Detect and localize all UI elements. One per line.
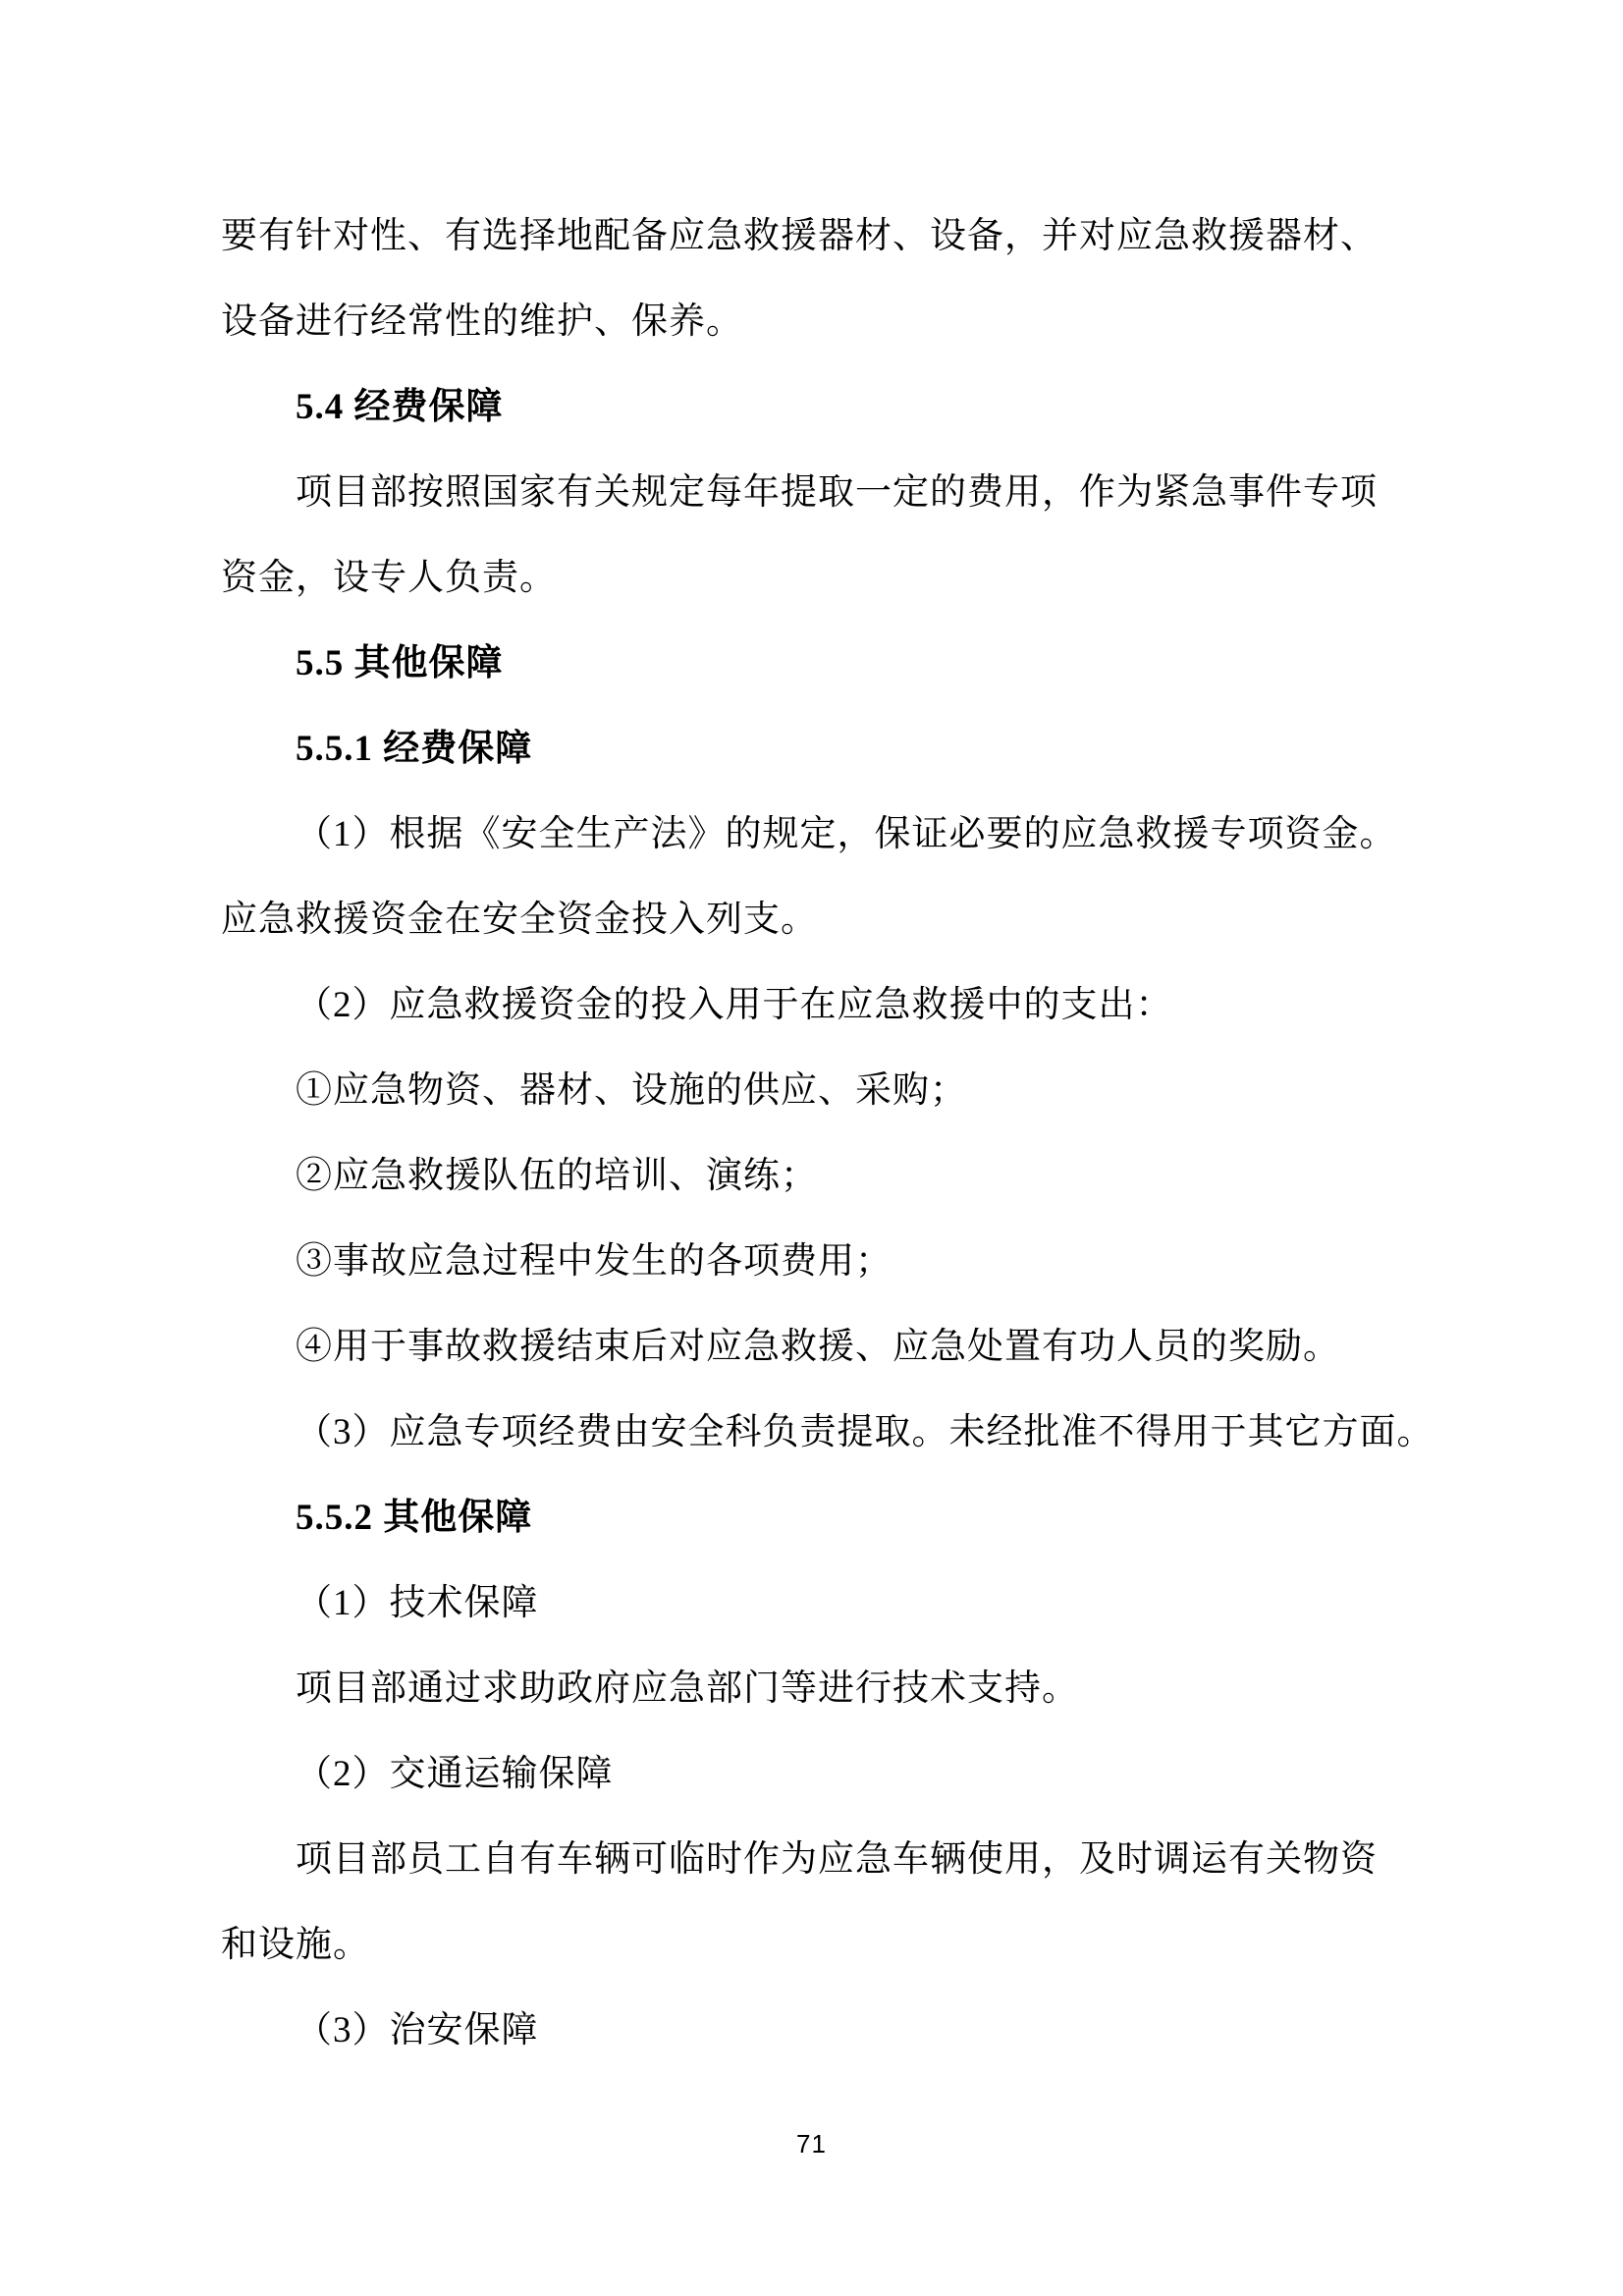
paragraph-line: 项目部员工自有车辆可临时作为应急车辆使用，及时调运有关物资 — [296, 1839, 1378, 1880]
paragraph-line: 项目部通过求助政府应急部门等进行技术支持。 — [296, 1668, 1079, 1709]
paragraph-line: （2）应急救援资金的投入用于在应急救援中的支出： — [296, 985, 1173, 1025]
paragraph-line: （1）根据《安全生产法》的规定，保证必要的应急救援专项资金。 — [296, 814, 1397, 854]
list-item-circled-4: ④用于事故救援结束后对应急救援、应急处置有功人员的奖励。 — [296, 1327, 1340, 1367]
paragraph-line: （3）应急专项经费由安全科负责提取。未经批准不得用于其它方面。 — [296, 1412, 1434, 1452]
section-heading-5-5-2: 5.5.2 其他保障 — [296, 1498, 533, 1538]
page-body — [221, 193, 1505, 2073]
paragraph-line: 项目部按照国家有关规定每年提取一定的费用，作为紧急事件专项 — [296, 472, 1378, 513]
section-heading-5-4: 5.4 经费保障 — [296, 387, 504, 427]
list-item-circled-1: ①应急物资、器材、设施的供应、采购； — [296, 1070, 967, 1111]
list-item-circled-2: ②应急救援队伍的培训、演练； — [296, 1156, 818, 1196]
paragraph-continuation-line: 应急救援资金在安全资金投入列支。 — [221, 900, 818, 940]
paragraph-continuation-line: 要有针对性、有选择地配备应急救援器材、设备，并对应急救援器材、 — [221, 216, 1378, 256]
section-heading-5-5-1: 5.5.1 经费保障 — [296, 729, 533, 769]
paragraph-line: （1）技术保障 — [296, 1583, 539, 1623]
section-heading-5-5: 5.5 其他保障 — [296, 643, 504, 683]
paragraph-continuation-line: 设备进行经常性的维护、保养。 — [221, 301, 743, 342]
paragraph-continuation-line: 和设施。 — [221, 1925, 370, 1965]
paragraph-continuation-line: 资金，设专人负责。 — [221, 558, 557, 598]
page-number: 71 — [796, 2129, 827, 2159]
list-item-circled-3: ③事故应急过程中发生的各项费用； — [296, 1241, 893, 1282]
paragraph-line: （3）治安保障 — [296, 2010, 539, 2050]
paragraph-line: （2）交通运输保障 — [296, 1754, 614, 1794]
